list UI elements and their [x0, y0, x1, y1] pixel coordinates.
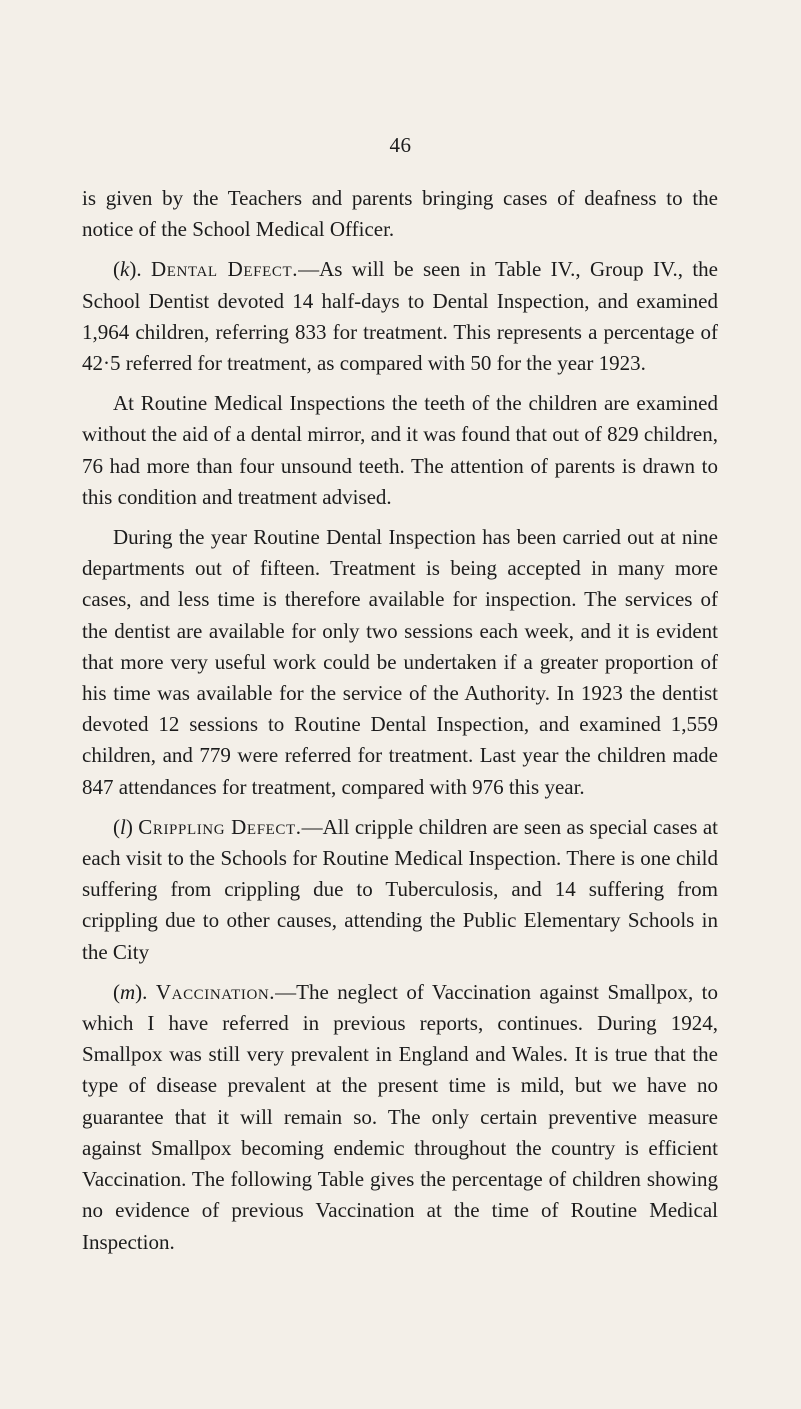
paragraph-routine-dental-inspection: During the year Routine Dental Inspection has been carried out at nine departments out of fifteen. Treatment is being accepted in many more cases, and less time is therefore available for inspection. The services of the dentist are available for only two sessions each week, and it is evident that more very useful work could be undertaken if a greater proportion of his time was available for the service of the Authority. In 1923 the dentist devoted 12 sessions to Routine Dental Inspection, and examined 1,559 children, and 779 were referred for treatment. Last year the children made 847 attendances for treatment, compared with 976 this year. — [82, 525, 718, 799]
section-marker-close: ). — [129, 257, 151, 282]
section-letter-m: m — [120, 979, 136, 1004]
section-marker-close: ). — [135, 979, 156, 1004]
page-number: 46 — [389, 133, 412, 157]
section-marker-close: ) — [125, 814, 139, 839]
paragraph-crippling-defect — [82, 812, 718, 968]
section-marker-open: ( — [113, 979, 120, 1004]
section-text-crippling-defect: —All cripple children are seen as special cases at each visit to the Schools for Routine Medical Inspection. There is one child suffering from crippling due to Tuberculosis, and 14 suffering from crippling due to other causes, attending the Public Elementary Schools in the City — [82, 814, 718, 964]
section-text-vaccination: —The neglect of Vaccination against Smallpox, to which I have referred in previous reports, continues. During 1924, Smallpox was still very prevalent in England and Wales. It is true that the type of disease prevalent at the present time is mild, but we have no guarantee that it will remain so. The only certain preventive measure against Smallpox becoming endemic throughout the country is efficient Vaccination. The following Table gives the percentage of children showing no evidence of previous Vaccination at the time of Routine Medical Inspection. — [82, 979, 718, 1254]
body-text — [82, 183, 718, 1267]
section-marker-open: ( — [113, 814, 120, 839]
paragraph-deafness-continuation: is given by the Teachers and parents bringing cases of deafness to the notice of the School Medical Officer. — [82, 186, 718, 242]
section-letter-k: k — [120, 257, 130, 282]
section-heading-crippling-defect: Crippling Defect. — [138, 814, 302, 839]
paragraph-dental-defect — [82, 254, 718, 379]
section-letter-l: l — [120, 814, 126, 839]
section-heading-dental-defect: Dental Defect. — [150, 257, 299, 282]
section-heading-vaccination: Vaccination. — [155, 979, 276, 1004]
section-text-dental-defect: —As will be seen in Table IV., Group IV., the School Dentist devoted 14 half-days to Dental Inspection, and examined 1,964 children, referring 833 for treatment. This represents a percentage of 42·5 referred for treatment, as compared with 50 for the year 1923. — [82, 257, 718, 376]
section-marker-open: ( — [113, 257, 120, 282]
paragraph-vaccination — [82, 977, 718, 1258]
paragraph-routine-medical-inspections: At Routine Medical Inspections the teeth of the children are examined without the aid of a dental mirror, and it was found that out of 829 children, 76 had more than four unsound teeth. The attention of parents is drawn to this condition and treatment advised. — [82, 391, 718, 509]
